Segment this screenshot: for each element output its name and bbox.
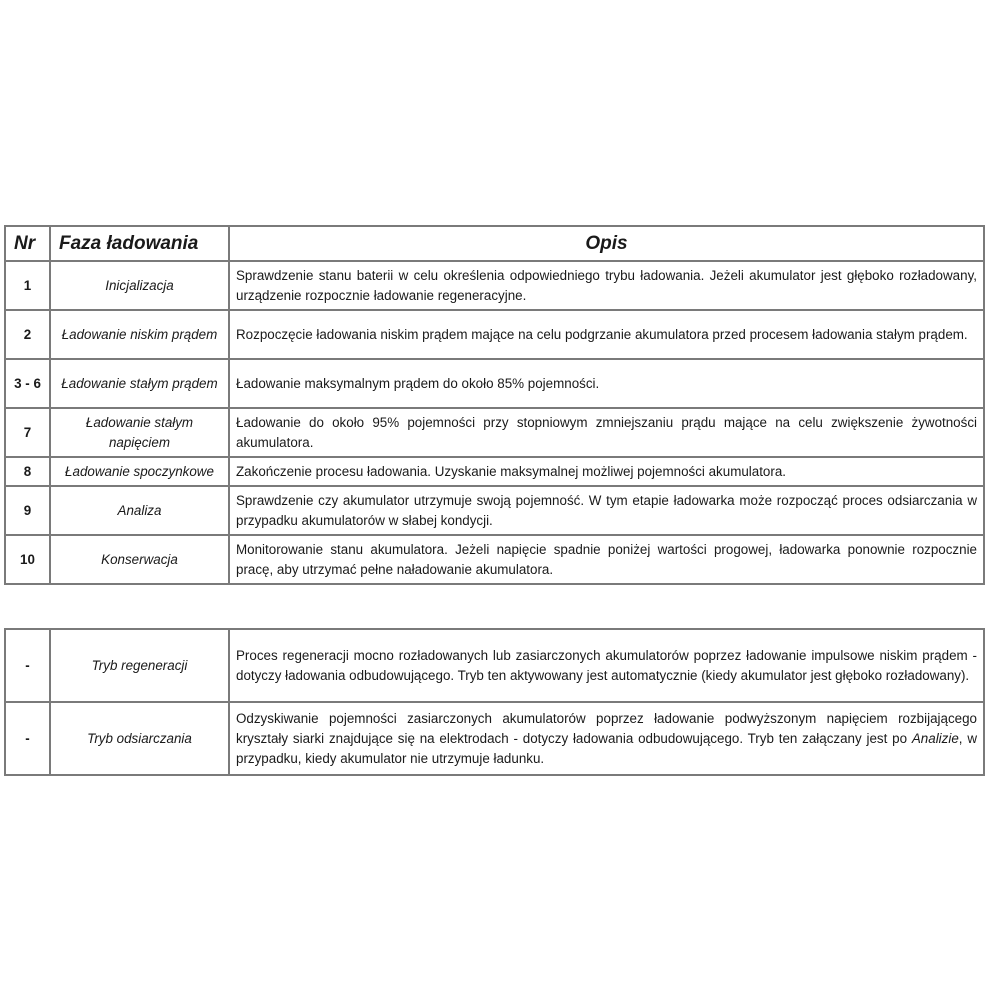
table-row bbox=[5, 310, 984, 359]
row-description: Sprawdzenie czy akumulator utrzymuje swoją pojemność. W tym etapie ładowarka może rozpocząć proces odsiarczania w przypadku akumulatorów w słabej kondycji. bbox=[229, 486, 984, 535]
table-row bbox=[5, 408, 984, 457]
row-description: Sprawdzenie stanu baterii w celu określenia odpowiedniego trybu ładowania. Jeżeli akumulator jest głęboko rozładowany, urządzenie rozpocznie ładowanie regeneracyjne. bbox=[229, 261, 984, 310]
table-row bbox=[5, 457, 984, 486]
row-phase: Ładowanie niskim prądem bbox=[50, 310, 229, 359]
row-phase: Ładowanie stałym napięciem bbox=[50, 408, 229, 457]
row-phase: Ładowanie spoczynkowe bbox=[50, 457, 229, 486]
row-nr: 3 - 6 bbox=[5, 359, 50, 408]
row-nr: 8 bbox=[5, 457, 50, 486]
header-phase: Faza ładowania bbox=[50, 226, 229, 261]
description-italic-term: Analizie bbox=[911, 730, 959, 746]
row-description: Rozpoczęcie ładowania niskim prądem mające na celu podgrzanie akumulatora przed procesem ładowania stałym prądem. bbox=[229, 310, 984, 359]
header-description: Opis bbox=[229, 226, 984, 261]
row-phase: Ładowanie stałym prądem bbox=[50, 359, 229, 408]
table-row bbox=[5, 535, 984, 584]
row-nr: 9 bbox=[5, 486, 50, 535]
row-description: Proces regeneracji mocno rozładowanych lub zasiarczonych akumulatorów poprzez ładowanie impulsowe niskim prądem - dotyczy ładowania odbudowującego. Tryb ten aktywowany jest automatycznie (kiedy akumulator jest głęboko rozładowany). bbox=[229, 629, 984, 702]
row-phase: Konserwacja bbox=[50, 535, 229, 584]
row-nr: 1 bbox=[5, 261, 50, 310]
row-description: Monitorowanie stanu akumulatora. Jeżeli napięcie spadnie poniżej wartości progowej, ładowarka ponownie rozpocznie pracę, aby utrzymać pełne naładowanie akumulatora. bbox=[229, 535, 984, 584]
table-row bbox=[5, 486, 984, 535]
row-nr: - bbox=[5, 629, 50, 702]
header-nr: Nr bbox=[5, 226, 50, 261]
row-phase: Tryb odsiarczania bbox=[50, 702, 229, 775]
table-row bbox=[5, 629, 984, 702]
row-description bbox=[229, 702, 984, 775]
table-row bbox=[5, 359, 984, 408]
row-nr: - bbox=[5, 702, 50, 775]
table-row bbox=[5, 261, 984, 310]
table-row bbox=[5, 702, 984, 775]
row-description: Zakończenie procesu ładowania. Uzyskanie maksymalnej możliwej pojemności akumulatora. bbox=[229, 457, 984, 486]
table-header-row bbox=[5, 226, 984, 261]
charging-modes-table bbox=[4, 628, 985, 776]
description-text: Odzyskiwanie pojemności zasiarczonych akumulatorów poprzez ładowanie podwyższonym napięciem rozbijającego kryształy siarki znajdujące się na elektrodach - dotyczy ładowania odbudowującego. Tryb ten załączany jest po bbox=[236, 710, 977, 746]
row-description: Ładowanie do około 95% pojemności przy stopniowym zmniejszaniu prądu mające na celu zwiększenie żywotności akumulatora. bbox=[229, 408, 984, 457]
row-nr: 10 bbox=[5, 535, 50, 584]
row-nr: 7 bbox=[5, 408, 50, 457]
row-phase: Tryb regeneracji bbox=[50, 629, 229, 702]
charging-phases-table bbox=[4, 225, 985, 585]
row-phase: Inicjalizacja bbox=[50, 261, 229, 310]
description-text: , w przypadku, kiedy akumulator nie utrzymuje ładunku. bbox=[236, 730, 977, 766]
row-nr: 2 bbox=[5, 310, 50, 359]
row-description: Ładowanie maksymalnym prądem do około 85% pojemności. bbox=[229, 359, 984, 408]
row-phase: Analiza bbox=[50, 486, 229, 535]
